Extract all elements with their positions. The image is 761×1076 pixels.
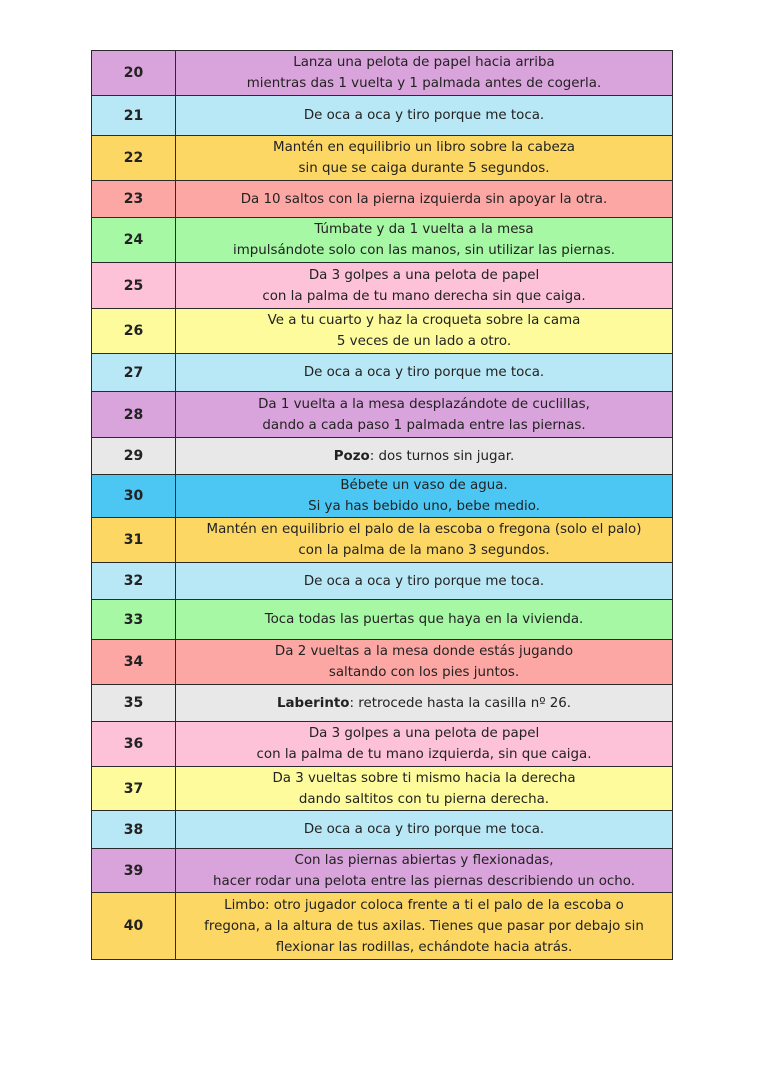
square-instruction	[176, 600, 673, 640]
instruction-line: hacer rodar una pelota entre las piernas describiendo un ocho.	[213, 873, 635, 889]
instruction-line: Da 3 vueltas sobre ti mismo hacia la derecha	[272, 770, 576, 786]
instruction-line: Túmbate y da 1 vuelta a la mesa	[314, 222, 534, 237]
square-row	[92, 893, 673, 960]
instruction-line: Mantén en equilibrio el palo de la escoba o fregona (solo el palo)	[206, 522, 642, 537]
instruction-text: : retrocede hasta la casilla nº 26.	[349, 695, 572, 711]
square-instruction	[176, 475, 673, 518]
square-number: 35	[92, 685, 176, 722]
square-row	[92, 849, 673, 893]
instruction-line: Ve a tu cuarto y haz la croqueta sobre la cama	[267, 313, 581, 328]
square-instruction	[176, 354, 673, 392]
square-instruction	[176, 722, 673, 767]
square-number: 20	[92, 51, 176, 96]
square-row	[92, 518, 673, 563]
instruction-line: flexionar las rodillas, echándote hacia atrás.	[275, 939, 573, 955]
square-number: 21	[92, 96, 176, 136]
instruction-line: fregona, a la altura de tus axilas. Tienes que pasar por debajo sin	[204, 918, 644, 934]
instruction-line: Da 10 saltos con la pierna izquierda sin apoyar la otra.	[240, 191, 608, 207]
square-row	[92, 136, 673, 181]
square-instruction	[176, 811, 673, 849]
square-instruction	[176, 309, 673, 354]
instruction-line: 5 veces de un lado a otro.	[336, 334, 512, 349]
square-row	[92, 218, 673, 263]
square-row	[92, 640, 673, 685]
square-row	[92, 722, 673, 767]
instruction-line: Con las piernas abiertas y flexionadas,	[294, 852, 554, 868]
square-number: 22	[92, 136, 176, 181]
instruction-line: con la palma de tu mano izquierda, sin que caiga.	[256, 747, 592, 762]
instruction-line: De oca a oca y tiro porque me toca.	[303, 365, 545, 380]
square-number: 33	[92, 600, 176, 640]
square-number: 25	[92, 263, 176, 309]
instruction-line: Lanza una pelota de papel hacia arriba	[293, 55, 555, 70]
instruction-line: Si ya has bebido uno, bebe medio.	[308, 499, 540, 514]
square-row	[92, 181, 673, 218]
square-row	[92, 51, 673, 96]
instruction-line: mientras das 1 vuelta y 1 palmada antes de cogerla.	[246, 76, 602, 91]
square-number: 39	[92, 849, 176, 893]
instruction-line: con la palma de la mano 3 segundos.	[298, 543, 550, 558]
instruction-line	[176, 446, 672, 467]
instruction-line: Da 3 golpes a una pelota de papel	[308, 726, 540, 741]
square-row	[92, 600, 673, 640]
square-row	[92, 563, 673, 600]
instruction-line: dando a cada paso 1 palmada entre las piernas.	[262, 417, 586, 433]
square-row	[92, 811, 673, 849]
square-row	[92, 767, 673, 811]
square-instruction	[176, 51, 673, 96]
instruction-line: De oca a oca y tiro porque me toca.	[303, 573, 545, 589]
square-row	[92, 685, 673, 722]
instruction-line: con la palma de tu mano derecha sin que caiga.	[262, 288, 586, 304]
game-squares-table	[91, 50, 673, 960]
square-instruction	[176, 640, 673, 685]
square-number: 40	[92, 893, 176, 960]
instruction-line: De oca a oca y tiro porque me toca.	[303, 822, 545, 837]
square-number: 24	[92, 218, 176, 263]
square-number: 38	[92, 811, 176, 849]
square-instruction	[176, 136, 673, 181]
square-row	[92, 96, 673, 136]
square-instruction	[176, 563, 673, 600]
square-number: 23	[92, 181, 176, 218]
square-row	[92, 354, 673, 392]
instruction-line: Da 1 vuelta a la mesa desplazándote de cuclillas,	[258, 396, 590, 412]
square-instruction	[176, 392, 673, 438]
instruction-line	[176, 693, 672, 714]
square-row	[92, 392, 673, 438]
instruction-line: saltando con los pies juntos.	[328, 665, 520, 680]
instruction-line: Mantén en equilibrio un libro sobre la cabeza	[273, 140, 575, 155]
square-instruction	[176, 218, 673, 263]
instruction-line: Bébete un vaso de agua.	[340, 478, 508, 493]
square-instruction	[176, 849, 673, 893]
table-body	[92, 51, 673, 960]
instruction-line: impulsándote solo con las manos, sin utilizar las piernas.	[233, 243, 615, 258]
square-number: 28	[92, 392, 176, 438]
square-number: 27	[92, 354, 176, 392]
square-instruction	[176, 181, 673, 218]
instruction-line: sin que se caiga durante 5 segundos.	[298, 161, 550, 176]
instruction-line: Limbo: otro jugador coloca frente a ti el palo de la escoba o	[224, 897, 624, 913]
instruction-line: De oca a oca y tiro porque me toca.	[303, 108, 545, 123]
instruction-keyword: Laberinto	[276, 695, 350, 711]
square-instruction	[176, 685, 673, 722]
square-number: 30	[92, 475, 176, 518]
square-row	[92, 438, 673, 475]
square-instruction	[176, 96, 673, 136]
instruction-line: Da 2 vueltas a la mesa donde estás jugando	[274, 644, 574, 659]
instruction-line: Da 3 golpes a una pelota de papel	[308, 267, 540, 283]
square-number: 26	[92, 309, 176, 354]
instruction-keyword: Pozo	[333, 448, 370, 464]
square-number: 32	[92, 563, 176, 600]
square-number: 37	[92, 767, 176, 811]
square-instruction	[176, 767, 673, 811]
square-number: 29	[92, 438, 176, 475]
square-number: 36	[92, 722, 176, 767]
instruction-text: : dos turnos sin jugar.	[369, 448, 515, 464]
square-instruction	[176, 518, 673, 563]
instruction-line: Toca todas las puertas que haya en la vivienda.	[264, 612, 584, 627]
square-instruction	[176, 263, 673, 309]
instruction-line: dando saltitos con tu pierna derecha.	[298, 791, 550, 807]
square-row	[92, 475, 673, 518]
square-number: 34	[92, 640, 176, 685]
square-number: 31	[92, 518, 176, 563]
square-row	[92, 263, 673, 309]
square-row	[92, 309, 673, 354]
square-instruction	[176, 438, 673, 475]
square-instruction	[176, 893, 673, 960]
